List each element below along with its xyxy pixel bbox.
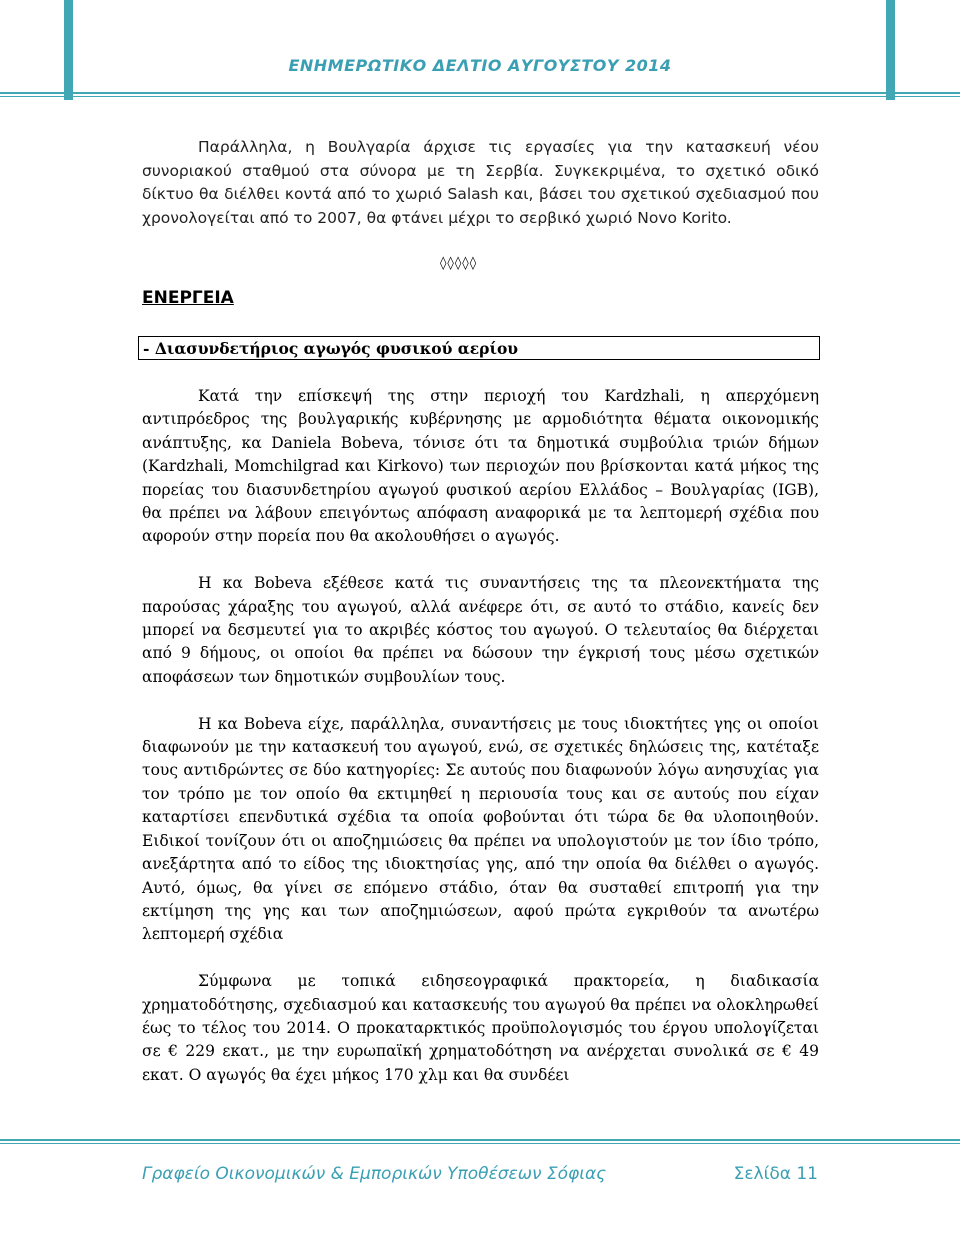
footer-office-name: Γραφείο Οικονομικών & Εμπορικών Υποθέσεων Σόφιας (142, 1164, 607, 1184)
footer-divider (0, 1139, 960, 1141)
newsletter-title: ΕΝΗΜΕΡΩΤΙΚΟ ΔΕΛΤΙΟ ΑΥΓΟΥΣΤΟΥ 2014 (288, 56, 672, 75)
section-separator: ◊◊◊◊◊ (440, 256, 478, 271)
section-title-energy: ΕΝΕΡΓΕΙΑ (142, 288, 234, 308)
right-accent-bar (886, 0, 895, 100)
left-accent-bar (64, 0, 73, 100)
article-body (142, 385, 819, 1111)
page-number: Σελίδα 11 (733, 1164, 818, 1184)
intro-section (142, 136, 819, 230)
footer-divider-thin (0, 1143, 960, 1144)
body-paragraph: Η κα Bobeva είχε, παράλληλα, συναντήσεις με τους ιδιοκτήτες γης οι οποίοι διαφωνούν με την κατασκευή του αγωγού, ενώ, σε σχετικές δηλώσεις της, κατέταξε τους αντιδρώντες σε δύο κατηγορίες: Σε αυτούς που διαφωνούν λόγω ανησυχίας για τον τρόπο με τον οποίο θα εκτιμηθεί η περιουσία τους και σε αυτούς που είχαν καταρτίσει επενδυτικά σχέδια τα οποία φοβούνται ότι τώρα δε θα υλοποιηθούν. Ειδικοί τονίζουν ότι οι αποζημιώσεις θα πρέπει να υπολογιστούν με τον ίδιο τρόπο, ανεξάρτητα από το είδος της ιδιοκτησίας γης, από την οποία θα διέλθει ο αγωγός. Αυτό, όμως, θα γίνει σε επόμενο στάδιο, όταν θα συσταθεί επιτροπή για την εκτίμηση της γης και των αποζημιώσεων, αφού πρώτα εγκριθούν τα ανωτέρω λεπτομερή σχέδια (142, 714, 819, 944)
subsection-heading: - Διασυνδετήριος αγωγός φυσικού αερίου (138, 336, 820, 360)
body-paragraph: Σύμφωνα με τοπικά ειδησεογραφικά πρακτορεία, η διαδικασία χρηματοδότησης, σχεδιασμού και κατασκευής του αγωγού θα πρέπει να ολοκληρωθεί έως το τέλος του 2014. Ο προκαταρκτικός προϋπολογισμός του έργου υπολογίζεται σε € 229 εκατ., με την ευρωπαϊκή χρηματοδότηση να ανέρχεται συνολικά σε € 49 εκατ. Ο αγωγός θα έχει μήκος 170 χλμ και θα συνδέει (142, 972, 819, 1084)
header-divider (0, 92, 960, 94)
intro-paragraph: Παράλληλα, η Βουλγαρία άρχισε τις εργασίες για την κατασκευή νέου συνοριακού σταθμού στα σύνορα με τη Σερβία. Συγκεκριμένα, το σχετικό οδικό δίκτυο θα διέλθει κοντά από το χωριό Salash και, βάσει του σχετικού σχεδιασμού που χρονολογείται από το 2007, θα φτάνει μέχρι το σερβικό χωριό Novo Korito. (142, 138, 819, 227)
body-paragraph: Κατά την επίσκεψή της στην περιοχή του Kardzhali, η απερχόμενη αντιπρόεδρος της βουλγαρικής κυβέρνησης με αρμοδιότητα θέματα οικονομικής ανάπτυξης, κα Daniela Bobeva, τόνισε ότι τα δημοτικά συμβούλια τριών δήμων (Kardzhali, Momchilgrad και Kirkovo) των περιοχών που βρίσκονται κατά μήκος της πορείας του διασυνδετηρίου αγωγού φυσικού αερίου Ελλάδος – Βουλγαρίας (IGB), θα πρέπει να λάβουν επειγόντως απόφαση αναφορικά με τα λεπτομερή σχέδια που αφορούν στην πορεία που θα ακολουθήσει ο αγωγός. (142, 387, 819, 546)
header-divider-thin (0, 96, 960, 97)
body-paragraph: Η κα Bobeva εξέθεσε κατά τις συναντήσεις της τα πλεονεκτήματα της παρούσας χάραξης του αγωγού, αλλά ανέφερε ότι, σε αυτό το στάδιο, κανείς δεν μπορεί να δεσμευτεί για το ακριβές κόστος του αγωγού. Ο τελευταίος θα διέρχεται από 9 δήμους, οι οποίοι θα πρέπει να δώσουν την έγκρισή τους μέσω σχετικών αποφάσεων των δημοτικών συμβουλίων τους. (142, 574, 819, 686)
